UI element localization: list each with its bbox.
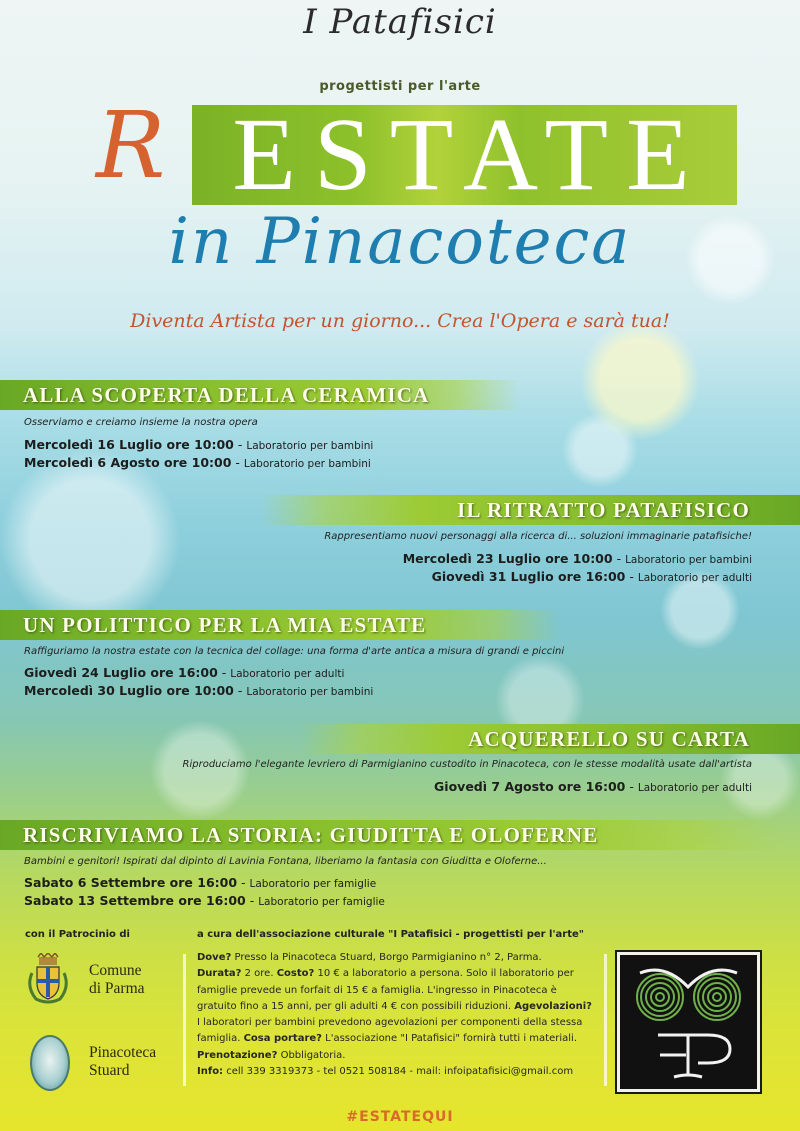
event-item: Sabato 6 Settembre ore 16:00 - Laboratorio per famiglie [24, 875, 377, 890]
section-title: ALLA SCOPERTA DELLA CERAMICA [23, 383, 430, 407]
event-item: Giovedì 24 Luglio ore 16:00 - Laboratorio per adulti [24, 665, 345, 680]
brand-tagline: progettisti per l'arte [319, 79, 481, 94]
event-item: Sabato 13 Settembre ore 16:00 - Laboratorio per famiglie [24, 893, 385, 908]
event-item: Giovedì 7 Agosto ore 16:00 - Laboratorio per adulti [434, 779, 752, 794]
section-description: Riproduciamo l'elegante levriero di Parmigianino custodito in Pinacoteca, con le stesse modalità usate dall'artista [182, 759, 752, 770]
event-item: Mercoledì 16 Luglio ore 10:00 - Laboratorio per bambini [24, 437, 374, 452]
event-item: Giovedì 31 Luglio ore 16:00 - Laboratorio per adulti [431, 569, 752, 584]
divider [604, 954, 607, 1086]
title-second-line: in Pinacoteca [168, 205, 632, 279]
title-initial: R [96, 92, 166, 199]
section-banner-giuditta [0, 820, 780, 850]
event-item: Mercoledì 6 Agosto ore 10:00 - Laboratorio per bambini [24, 455, 371, 470]
section-description: Raffiguriamo la nostra estate con la tecnica del collage: una forma d'arte antica a misura di grandi e piccini [24, 646, 565, 657]
patron-pinacoteca-name: Pinacoteca Stuard [89, 1044, 157, 1079]
hashtag: #ESTATEQUI [346, 1109, 454, 1125]
event-item: Mercoledì 30 Luglio ore 10:00 - Laboratorio per bambini [24, 683, 374, 698]
event-item: Mercoledì 23 Luglio ore 10:00 - Laboratorio per bambini [402, 551, 752, 566]
section-title: RISCRIVIAMO LA STORIA: GIUDITTA E OLOFERNE [23, 823, 599, 847]
section-banner-ceramica [0, 380, 520, 410]
coat-of-arms-icon [24, 953, 72, 1005]
patron-comune-name: Comune di Parma [89, 962, 145, 997]
section-description: Osserviamo e creiamo insieme la nostra opera [24, 417, 258, 428]
patafisici-logo-icon [617, 952, 760, 1092]
section-banner-polittico [0, 610, 560, 640]
section-title: ACQUERELLO SU CARTA [468, 727, 750, 751]
section-banner-ritratto [260, 495, 800, 525]
divider [183, 954, 186, 1086]
patronage-label: con il Patrocinio di [25, 929, 130, 940]
contact-info[interactable]: cell 339 3319373 - tel 0521 508184 - mail: infoipatafisici@gmail.com [223, 1066, 574, 1078]
section-banner-acquerello [300, 724, 800, 754]
section-title: IL RITRATTO PATAFISICO [457, 498, 750, 522]
section-description: Bambini e genitori! Ispirati dal dipinto di Lavinia Fontana, liberiamo la fantasia con Giuditta e Oloferne... [24, 856, 547, 867]
info-heading: a cura dell'associazione culturale "I Patafisici - progettisti per l'arte" [197, 929, 585, 940]
subtitle: Diventa Artista per un giorno... Crea l'Opera e sarà tua! [130, 310, 670, 332]
title-main: ESTATE [232, 97, 708, 212]
cameo-portrait-icon [30, 1035, 70, 1091]
section-title: UN POLITTICO PER LA MIA ESTATE [23, 613, 427, 637]
section-description: Rappresentiamo nuovi personaggi alla ricerca di... soluzioni immaginarie patafisiche! [324, 531, 752, 542]
brand-script-logo: I Patafisici [303, 2, 497, 42]
info-body: Dove? Presso la Pinacoteca Stuard, Borgo Parmigianino n° 2, Parma. Durata? 2 ore. Costo? 10 € a laboratorio a persona. Solo il laboratorio per famiglie prevede un forfait di 15 € a famiglia. L'ingresso in Pinacoteca è gratuito fino a 15 anni, per gli adulti 4 € con possibili riduzioni. Agevolazioni? I laboratori per bambini prevedono agevolazioni per componenti della stessa famiglia. Cosa portare? L'associazione "I Patafisici" fornirà tutti i materiali. Prenotazione? Obbligatoria. Info: cell 339 3319373 - tel 0521 508184 - mail: infoipatafisici@gmail.com [197, 952, 592, 1078]
